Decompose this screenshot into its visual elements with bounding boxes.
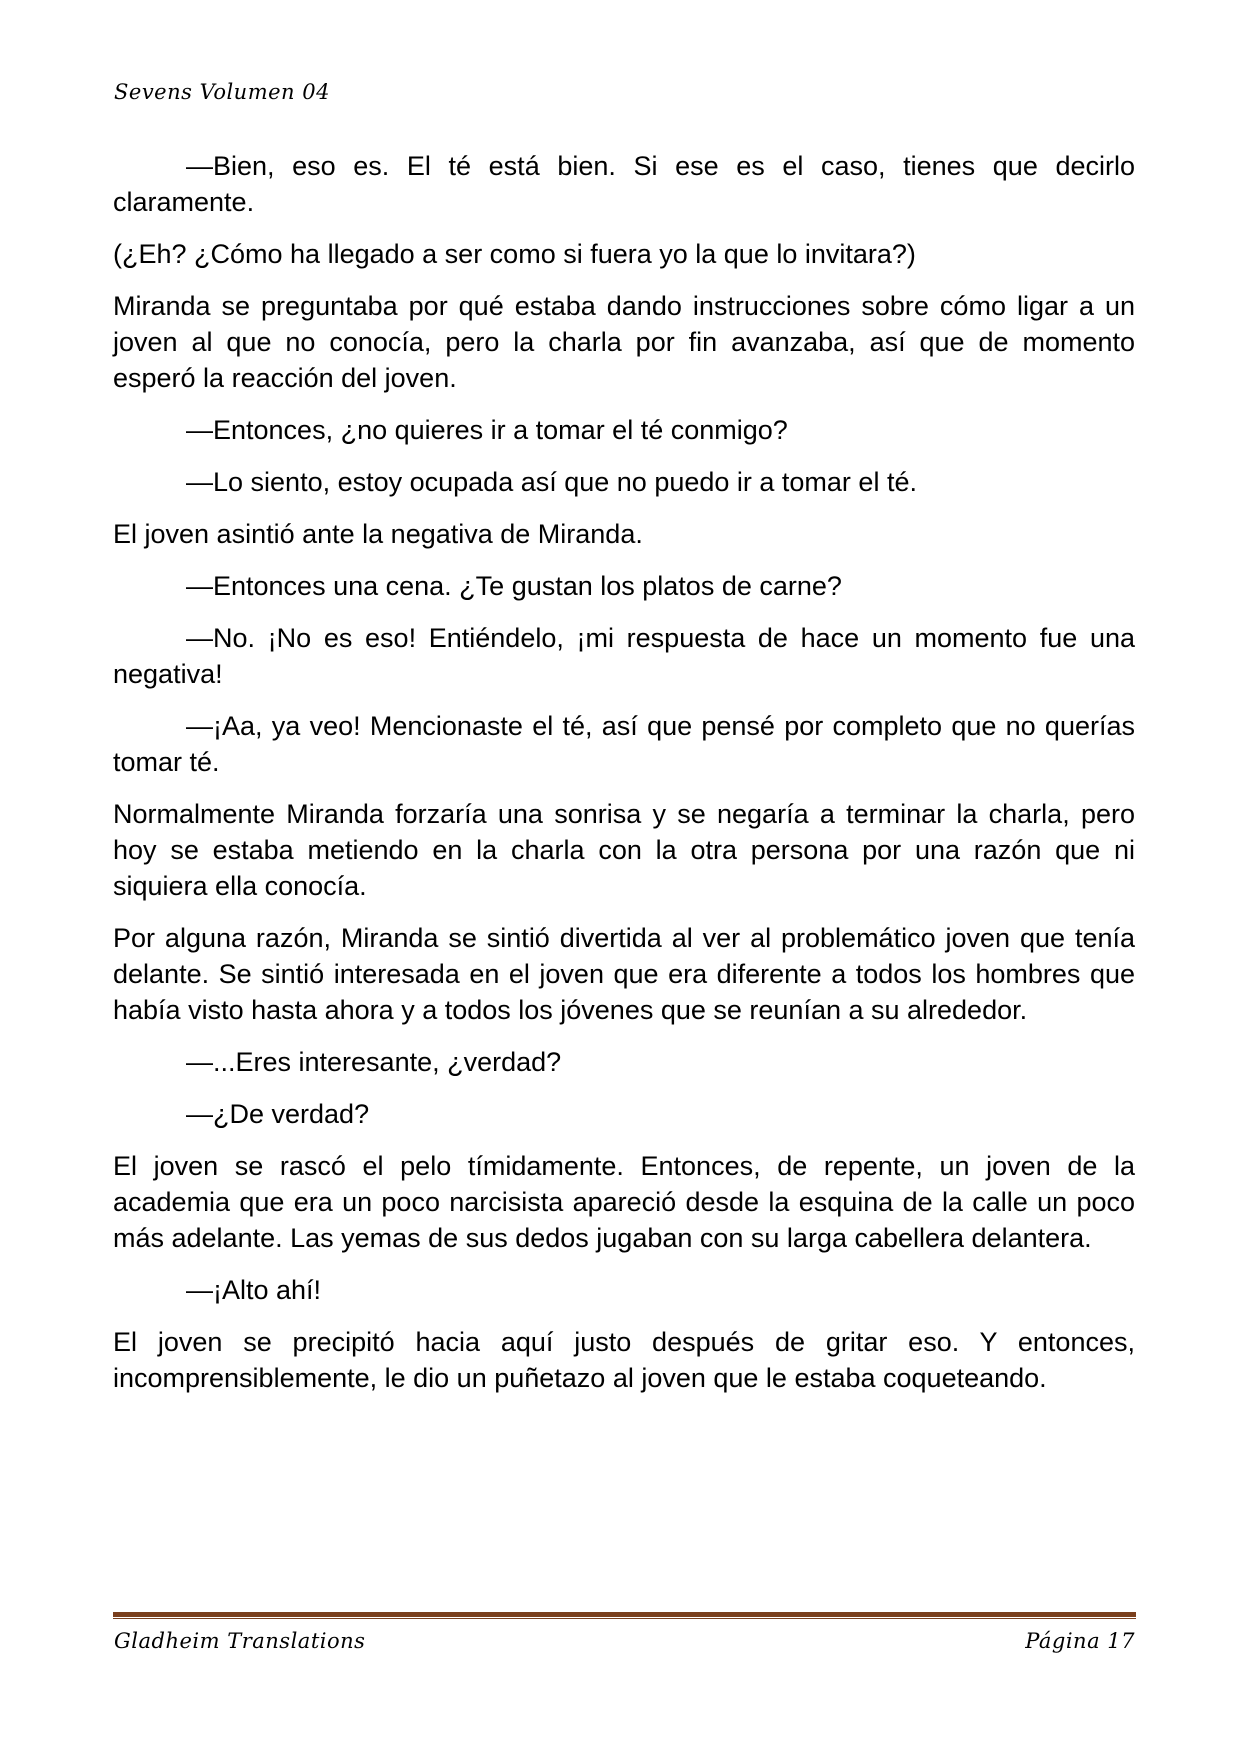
paragraph: —Entonces, ¿no quieres ir a tomar el té conmigo? — [186, 415, 788, 445]
paragraph: El joven se rascó el pelo tímidamente. Entonces, de repente, un joven de la academia que era un poco narcisista apareció desde la esquina de la calle un poco más adelante. Las yemas de sus dedos jugaban con su larga cabellera delantera. — [113, 1151, 1135, 1253]
paragraph: —¡Alto ahí! — [186, 1275, 322, 1305]
footer-credit: Gladheim Translations — [114, 1629, 366, 1653]
paragraph: —Bien, eso es. El té está bien. Si ese es el caso, tienes que decirlo claramente. — [113, 151, 1135, 217]
paragraph: Normalmente Miranda forzaría una sonrisa y se negaría a terminar la charla, pero hoy se estaba metiendo en la charla con la otra persona por una razón que ni siquiera ella conocía. — [113, 799, 1135, 901]
paragraph: El joven se precipitó hacia aquí justo después de gritar eso. Y entonces, incomprensiblemente, le dio un puñetazo al joven que le estaba coqueteando. — [113, 1327, 1135, 1393]
paragraph: (¿Eh? ¿Cómo ha llegado a ser como si fuera yo la que lo invitara?) — [113, 239, 916, 269]
footer-rule — [113, 1612, 1136, 1619]
paragraph: —Entonces una cena. ¿Te gustan los platos de carne? — [186, 571, 842, 601]
paragraph: —¿De verdad? — [186, 1099, 370, 1129]
paragraph: El joven asintió ante la negativa de Miranda. — [113, 519, 643, 549]
paragraph: —Lo siento, estoy ocupada así que no puedo ir a tomar el té. — [186, 467, 917, 497]
running-header: Sevens Volumen 04 — [114, 80, 330, 104]
paragraph: —¡Aa, ya veo! Mencionaste el té, así que pensé por completo que no querías tomar té. — [113, 711, 1135, 777]
paragraph: —No. ¡No es eso! Entiéndelo, ¡mi respuesta de hace un momento fue una negativa! — [113, 623, 1135, 689]
page-number: Página 17 — [1025, 1629, 1135, 1653]
paragraph: Por alguna razón, Miranda se sintió divertida al ver al problemático joven que tenía delante. Se sintió interesada en el joven que era diferente a todos los hombres que había visto hasta ahora y a todos los jóvenes que se reunían a su alrededor. — [113, 923, 1135, 1025]
page-body — [113, 148, 1135, 1412]
paragraph: Miranda se preguntaba por qué estaba dando instrucciones sobre cómo ligar a un joven al que no conocía, pero la charla por fin avanzaba, así que de momento esperó la reacción del joven. — [113, 291, 1135, 393]
paragraph: —...Eres interesante, ¿verdad? — [186, 1047, 562, 1077]
